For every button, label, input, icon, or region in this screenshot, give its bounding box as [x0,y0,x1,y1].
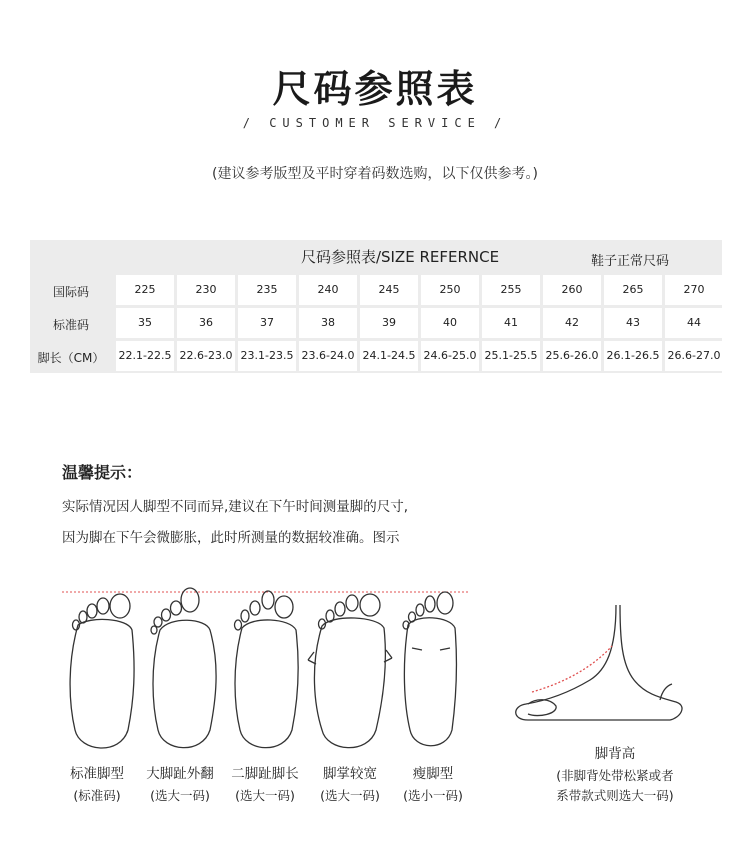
table-cell: 225 [116,275,174,305]
foot-sub-second-toe: (选大一码) [235,788,295,803]
table-cell: 265 [604,275,662,305]
table-cell: 270 [665,275,723,305]
table-cell: 26.1-26.5 [604,341,662,371]
table-cell: 41 [482,308,540,338]
tips-title: 温馨提示： [62,463,143,482]
table-header-side: 鞋子正常尺码 [590,254,669,269]
table-cell: 39 [360,308,418,338]
row-label-foot-length: 脚长（CM） [37,351,105,365]
row-label-international: 国际码 [52,285,89,299]
table-cell: 35 [116,308,174,338]
table-cell: 44 [665,308,723,338]
table-cell: 40 [421,308,479,338]
instep-desc-1: (非脚背处带松紧或者 [556,768,674,783]
table-cell: 23.6-24.0 [299,341,357,371]
foot-types-illustration [50,580,700,760]
table-cell: 22.1-22.5 [116,341,174,371]
foot-label-standard: 标准脚型 [70,766,124,782]
table-cell: 22.6-23.0 [177,341,235,371]
second-toe-foot-icon [235,591,299,748]
foot-label-slim: 瘦脚型 [412,766,454,782]
table-cell: 25.1-25.5 [482,341,540,371]
table-cell: 240 [299,275,357,305]
foot-label-wide: 脚掌较宽 [323,766,377,782]
table-cell: 260 [543,275,601,305]
size-table [30,240,722,373]
foot-sub-bunion: (选大一码) [150,788,210,803]
table-cell: 23.1-23.5 [238,341,296,371]
slim-foot-icon [403,592,456,746]
tips-line-1: 实际情况因人脚型不同而异,建议在下午时间测量脚的尺寸, [62,499,409,515]
table-cell: 245 [360,275,418,305]
table-cell: 235 [238,275,296,305]
foot-label-second-toe: 二脚趾脚长 [231,766,299,782]
table-cell: 37 [238,308,296,338]
table-cell: 36 [177,308,235,338]
size-note: (建议参考版型及平时穿着码数选购，以下仅供参考。) [212,166,538,182]
tips-line-2: 因为脚在下午会微膨胀，此时所测量的数据较准确。图示 [62,530,400,546]
table-cell: 38 [299,308,357,338]
instep-label: 脚背高 [594,746,636,762]
table-cell: 250 [421,275,479,305]
page-title: 尺码参照表 [272,67,478,111]
foot-label-bunion: 大脚趾外翻 [146,766,214,782]
standard-foot-icon [70,594,134,748]
foot-sub-standard: (标准码) [73,788,121,803]
table-cell: 43 [604,308,662,338]
wide-foot-icon [308,594,392,748]
table-cell: 24.6-25.0 [421,341,479,371]
foot-sub-slim: (选小一码) [403,788,463,803]
table-cell: 230 [177,275,235,305]
instep-foot-icon [516,605,682,720]
table-cell: 24.1-24.5 [360,341,418,371]
row-label-standard: 标准码 [52,318,89,332]
foot-sub-wide: (选大一码) [320,788,380,803]
customer-service-subtitle: / CUSTOMER SERVICE / [242,116,508,130]
instep-desc-2: 系带款式则选大一码) [556,788,674,803]
bunion-foot-icon [151,588,216,748]
table-cell: 25.6-26.0 [543,341,601,371]
table-cell: 42 [543,308,601,338]
table-cell: 255 [482,275,540,305]
table-cell: 26.6-27.0 [665,341,723,371]
table-header-main: 尺码参照表/SIZE REFERNCE [300,248,500,266]
